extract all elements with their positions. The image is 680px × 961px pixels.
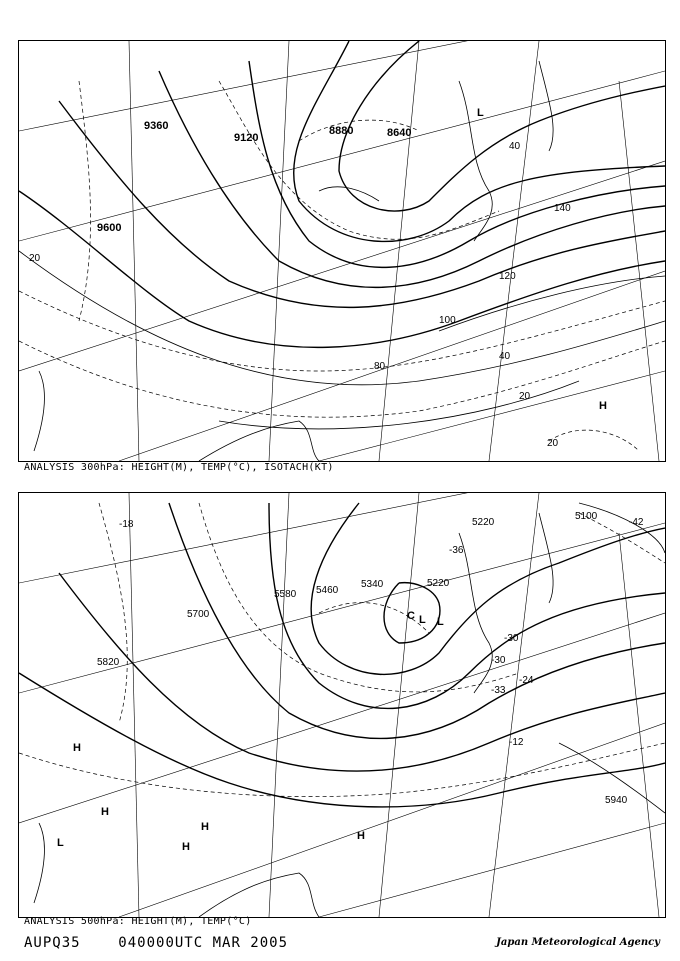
high-pressure-center: H: [357, 830, 365, 842]
isotach-label: 120: [499, 271, 516, 282]
high-pressure-center: H: [101, 806, 109, 818]
isotach-label: 40: [509, 141, 521, 152]
isotach-label: 140: [554, 203, 571, 214]
temp-label: -24: [519, 675, 534, 686]
top-chart-caption: ANALYSIS 300hPa: HEIGHT(M), TEMP(°C), ISOTACH(KT): [24, 462, 334, 473]
temp-label: -36: [449, 545, 464, 556]
height-label: 5220: [472, 517, 495, 528]
graticule: [19, 493, 665, 917]
agency-credit: Japan Meteorological Agency: [496, 937, 660, 948]
map-500hpa-canvas: [19, 493, 665, 917]
height-label: 9120: [234, 132, 259, 144]
temp-label: -18: [119, 519, 134, 530]
temp-label: -30: [491, 655, 506, 666]
height-label: 9360: [144, 120, 169, 132]
isotach-label: 20: [29, 253, 41, 264]
map-500hpa-panel: [18, 492, 666, 918]
isotach-label: 80: [374, 361, 386, 372]
low-pressure-center: L: [477, 107, 484, 119]
low-pressure-center: L: [419, 614, 426, 626]
isotherms: [19, 503, 665, 797]
isotach-label: 20: [519, 391, 531, 402]
temp-label: -33: [491, 685, 506, 696]
high-pressure-center: H: [182, 841, 190, 853]
map-300hpa-panel: [18, 40, 666, 462]
chart-code: AUPQ35: [24, 935, 81, 951]
height-label: 9600: [97, 222, 122, 234]
temp-label: -30: [504, 633, 519, 644]
height-label: 5580: [274, 589, 297, 600]
height-label: 8640: [387, 127, 412, 139]
map-300hpa-canvas: [19, 41, 665, 461]
valid-time: 040000UTC MAR 2005: [118, 935, 289, 951]
isotach-label: 100: [439, 315, 456, 326]
isotachs: [19, 251, 665, 429]
height-contours: [19, 41, 665, 347]
height-label: 5820: [97, 657, 120, 668]
temp-label: -12: [509, 737, 524, 748]
low-pressure-center: L: [437, 616, 444, 628]
temp-label: -42: [629, 517, 644, 528]
height-label: 5220: [427, 578, 450, 589]
high-pressure-center: H: [201, 821, 209, 833]
height-label: 5340: [361, 579, 384, 590]
height-label: 8880: [329, 125, 354, 137]
height-label: 5460: [316, 585, 339, 596]
bottom-chart-caption: ANALYSIS 500hPa: HEIGHT(M), TEMP(°C): [24, 916, 252, 927]
height-label: 5700: [187, 609, 210, 620]
high-pressure-center: H: [73, 742, 81, 754]
low-pressure-center: L: [57, 837, 64, 849]
height-label: 5940: [605, 795, 628, 806]
height-label: 5100: [575, 511, 598, 522]
isotach-label: 20: [547, 438, 559, 449]
cold-center: C: [407, 610, 415, 622]
chart-id: [24, 935, 288, 951]
isotach-label: 40: [499, 351, 511, 362]
high-pressure-center: H: [599, 400, 607, 412]
